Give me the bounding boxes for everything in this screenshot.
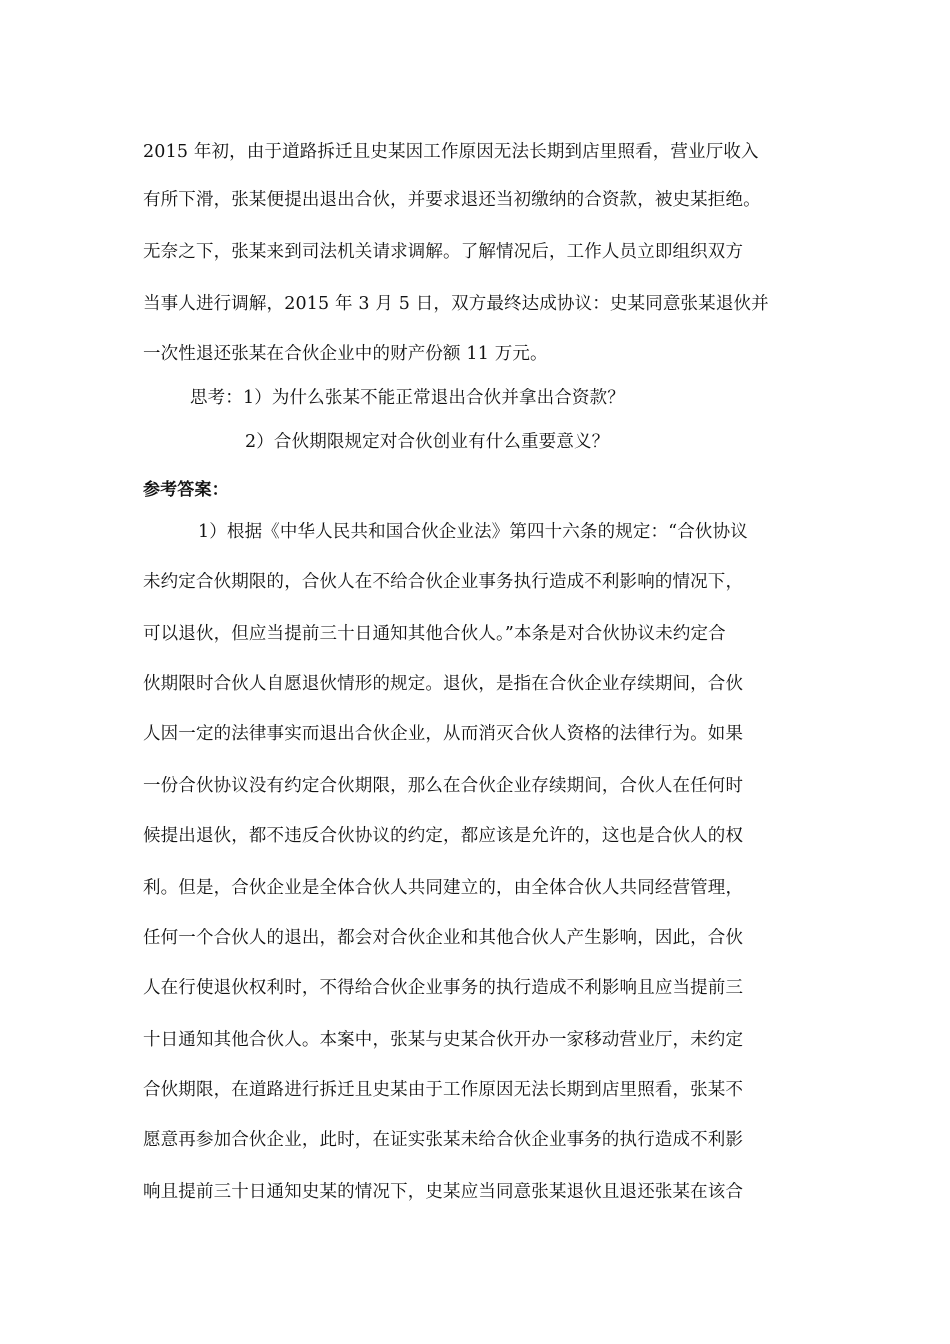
paragraph-line: 2015 年初，由于道路拆迁且史某因工作原因无法长期到店里照看，营业厅收入: [143, 142, 759, 162]
answer-line: 一份合伙协议没有约定合伙期限，那么在合伙企业存续期间，合伙人在任何时: [143, 776, 744, 796]
paragraph-line: 当事人进行调解，2015 年 3 月 5 日，双方最终达成协议：史某同意张某退伙并: [143, 294, 769, 314]
answer-heading: 参考答案：: [143, 480, 229, 500]
answer-line: 任何一个合伙人的退出，都会对合伙企业和其他合伙人产生影响，因此，合伙: [143, 928, 744, 948]
answer-line: 未约定合伙期限的，合伙人在不给合伙企业事务执行造成不利影响的情况下，: [143, 572, 744, 592]
answer-line: 愿意再参加合伙企业，此时，在证实张某未给合伙企业事务的执行造成不利影: [143, 1130, 744, 1150]
answer-line: 合伙期限，在道路进行拆迁且史某由于工作原因无法长期到店里照看，张某不: [143, 1080, 744, 1100]
answer-line: 1）根据《中华人民共和国合伙企业法》第四十六条的规定：“合伙协议: [198, 522, 748, 542]
answer-line: 可以退伙，但应当提前三十日通知其他合伙人。”本条是对合伙协议未约定合: [143, 624, 726, 644]
answer-line: 候提出退伙，都不违反合伙协议的约定，都应该是允许的，这也是合伙人的权: [143, 826, 744, 846]
answer-line: 伙期限时合伙人自愿退伙情形的规定。退伙，是指在合伙企业存续期间，合伙: [143, 674, 744, 694]
question-2: 2）合伙期限规定对合伙创业有什么重要意义？: [245, 432, 610, 452]
paragraph-line: 无奈之下，张某来到司法机关请求调解。了解情况后，工作人员立即组织双方: [143, 242, 744, 262]
answer-line: 人在行使退伙权利时，不得给合伙企业事务的执行造成不利影响且应当提前三: [143, 978, 744, 998]
answer-line: 响且提前三十日通知史某的情况下，史某应当同意张某退伙且退还张某在该合: [143, 1182, 744, 1202]
answer-line: 十日通知其他合伙人。本案中，张某与史某合伙开办一家移动营业厅，未约定: [143, 1030, 744, 1050]
answer-line: 人因一定的法律事实而退出合伙企业，从而消灭合伙人资格的法律行为。如果: [143, 724, 744, 744]
paragraph-line: 一次性退还张某在合伙企业中的财产份额 11 万元。: [143, 344, 548, 364]
answer-line: 利。但是，合伙企业是全体合伙人共同建立的，由全体合伙人共同经营管理，: [143, 878, 744, 898]
question-1: 思考：1）为什么张某不能正常退出合伙并拿出合资款？: [190, 388, 625, 408]
paragraph-line: 有所下滑，张某便提出退出合伙，并要求退还当初缴纳的合资款，被史某拒绝。: [143, 190, 761, 210]
